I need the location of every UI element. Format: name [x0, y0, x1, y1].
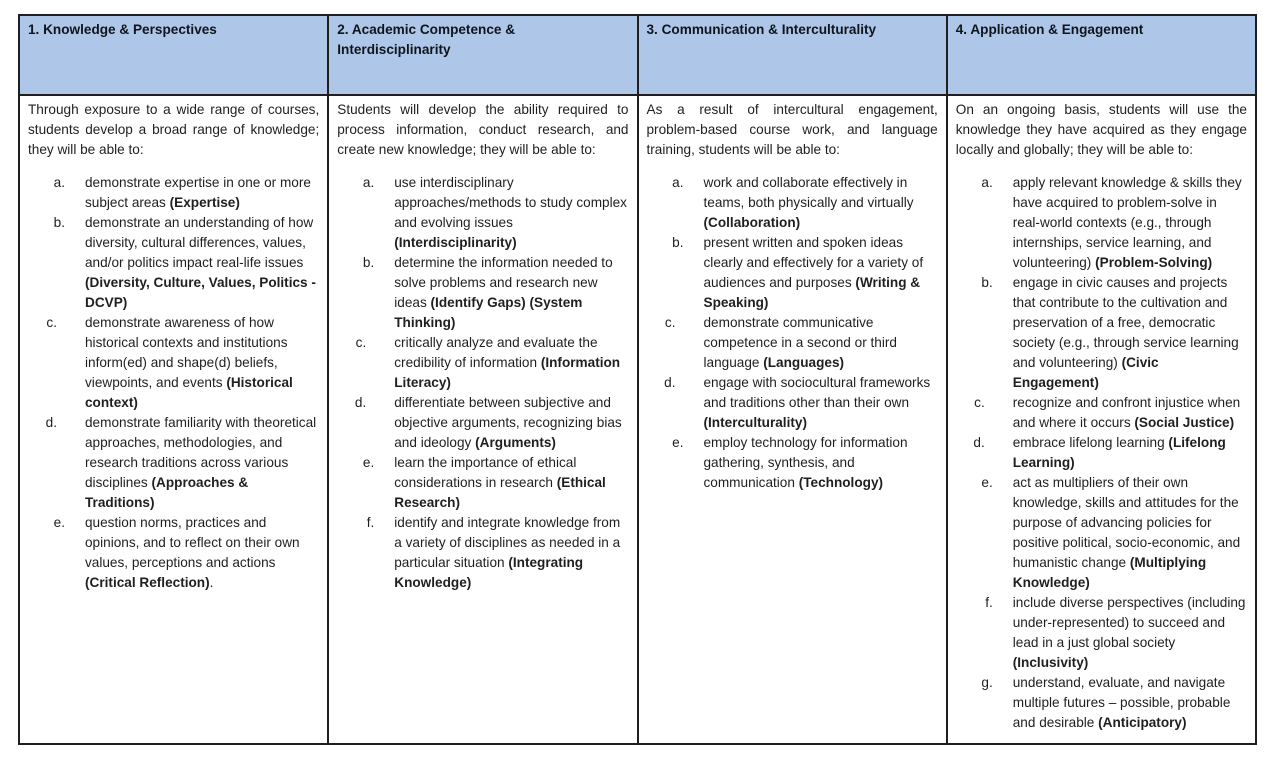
- outcome-term: (Multiplying Knowledge): [1012, 555, 1207, 590]
- outcome-term: (Identify Gaps) (System Thinking): [394, 295, 583, 330]
- outcome-text: [1013, 595, 1246, 670]
- column-intro: Students will develop the ability required to process information, conduct research, and create new knowledge; they will be able to:: [337, 102, 629, 157]
- item-letter: b.: [53, 215, 65, 230]
- column-header-knowledge-perspectives: 1. Knowledge & Perspectives: [19, 15, 328, 95]
- outcome-list: [647, 173, 938, 493]
- outcome-description: understand, evaluate, and navigate multiple futures – possible, probable and desirable: [1012, 675, 1231, 730]
- outcome-item: [647, 433, 938, 493]
- item-letter: d.: [354, 395, 367, 410]
- outcome-text: [704, 235, 924, 310]
- outcome-description: employ technology for information gathering, synthesis, and communication: [703, 435, 908, 490]
- column-header-communication-interculturality: 3. Communication & Interculturality: [638, 15, 947, 95]
- outcome-term: (Anticipatory): [1098, 715, 1187, 730]
- column-intro: As a result of intercultural engagement, problem-based course work, and language training, students will be able to:: [646, 102, 938, 157]
- outcome-text: [704, 375, 931, 430]
- outcome-list: [28, 173, 319, 593]
- outcome-text: [394, 255, 612, 330]
- outcome-item: [337, 173, 628, 253]
- outcome-text: [85, 515, 300, 590]
- column-cell-knowledge-perspectives: [19, 95, 328, 744]
- outcome-term: (Critical Reflection): [85, 575, 210, 590]
- outcome-item: [337, 393, 628, 453]
- outcome-text: [85, 415, 316, 510]
- column-intro: Through exposure to a wide range of courses, students develop a broad range of knowledge; they will be able to:: [28, 102, 320, 157]
- outcome-term: (Information Literacy): [394, 355, 621, 390]
- outcome-text: [704, 435, 908, 490]
- outcome-description: demonstrate communicative competence in a second or third language: [703, 315, 897, 370]
- outcome-description: work and collaborate effectively in teams, both physically and virtually: [703, 175, 914, 210]
- outcome-description: use interdisciplinary approaches/methods to study complex and evolving issues: [394, 175, 627, 230]
- table-body: [19, 95, 1256, 744]
- outcome-description: demonstrate awareness of how historical contexts and institutions inform(ed) and shape(d) beliefs, viewpoints, and events: [85, 315, 288, 390]
- outcome-text: [85, 175, 311, 210]
- outcome-description: present written and spoken ideas clearly and effectively for a variety of audiences and purposes: [703, 235, 924, 290]
- outcome-list: [956, 173, 1247, 733]
- outcome-text: [394, 335, 620, 390]
- item-letter: c.: [355, 335, 367, 350]
- item-letter: g.: [981, 675, 993, 690]
- column-header-academic-competence: 2. Academic Competence & Interdisciplinarity: [328, 15, 637, 95]
- item-letter: e.: [981, 475, 993, 490]
- outcome-term: (Approaches & Traditions): [85, 475, 249, 510]
- outcome-term: (Collaboration): [703, 215, 801, 230]
- column-header-application-engagement: 4. Application & Engagement: [947, 15, 1256, 95]
- outcome-item: [28, 413, 319, 513]
- outcome-term: (Lifelong Learning): [1012, 435, 1226, 470]
- item-letter: d.: [973, 435, 985, 450]
- item-letter: d.: [45, 415, 57, 430]
- item-letter: f.: [366, 515, 375, 530]
- outcome-description: learn the importance of ethical considerations in research: [394, 455, 577, 490]
- item-letter: a.: [981, 175, 993, 190]
- outcome-description: embrace lifelong learning: [1012, 435, 1169, 450]
- table-header-row: [19, 15, 1256, 95]
- outcome-item: [337, 253, 628, 333]
- item-letter: a.: [53, 175, 65, 190]
- outcome-description: identify and integrate knowledge from a variety of disciplines as needed in a particular situation: [394, 515, 621, 570]
- outcome-term: (Integrating Knowledge): [394, 555, 584, 590]
- item-letter: e.: [362, 455, 375, 470]
- outcome-text: [1013, 175, 1242, 270]
- item-letter: c.: [664, 315, 676, 330]
- outcome-description: recognize and confront injustice when and where it occurs: [1012, 395, 1241, 430]
- outcome-text: [704, 315, 897, 370]
- outcome-text: [394, 515, 620, 590]
- outcome-list: [337, 173, 628, 593]
- item-letter: c.: [46, 315, 57, 330]
- outcome-description: demonstrate familiarity with theoretical approaches, methodologies, and research traditions across various disciplines: [85, 415, 317, 490]
- outcome-item: [647, 173, 938, 233]
- outcome-term: (Languages): [763, 355, 845, 370]
- outcome-term: (Interculturality): [703, 415, 807, 430]
- outcome-item: [28, 513, 319, 593]
- column-cell-application-engagement: [947, 95, 1256, 744]
- outcome-item: [647, 373, 938, 433]
- outcome-term: (Civic Engagement): [1012, 355, 1159, 390]
- outcome-item: [956, 593, 1247, 673]
- outcome-description: determine the information needed to solve problems and research new ideas: [394, 255, 613, 310]
- outcome-item: [956, 473, 1247, 593]
- outcome-item: [28, 173, 319, 213]
- outcome-text: [85, 215, 316, 310]
- item-letter: b.: [362, 255, 375, 270]
- outcome-item: [28, 313, 319, 413]
- item-letter: a.: [362, 175, 375, 190]
- outcome-text: [85, 315, 293, 410]
- outcome-text: [1013, 675, 1231, 730]
- outcome-description: apply relevant knowledge & skills they have acquired to problem-solve in real-world contexts (e.g., through internships, service learning, and volunteering): [1012, 175, 1242, 270]
- outcome-item: [956, 273, 1247, 393]
- outcome-item: [956, 173, 1247, 273]
- outcome-item: [647, 233, 938, 313]
- outcome-text: [394, 455, 606, 510]
- item-letter: b.: [672, 235, 684, 250]
- outcome-term: (Historical context): [85, 375, 293, 410]
- outcome-text: [394, 395, 621, 450]
- column-cell-communication-interculturality: [638, 95, 947, 744]
- outcome-term: (Interdisciplinarity): [394, 235, 517, 250]
- outcome-description: act as multipliers of their own knowledge, skills and attitudes for the purpose of advancing policies for positive political, socio-economic, and humanistic change: [1012, 475, 1241, 570]
- outcome-term: (Inclusivity): [1012, 655, 1089, 670]
- outcome-description: demonstrate expertise in one or more subject areas: [85, 175, 311, 210]
- outcome-item: [337, 453, 628, 513]
- outcome-description: critically analyze and evaluate the credibility of information: [394, 335, 598, 370]
- outcome-term: (Arguments): [475, 435, 556, 450]
- outcome-text: [1013, 275, 1239, 390]
- outcome-item: [956, 393, 1247, 433]
- column-cell-academic-competence: [328, 95, 637, 744]
- item-letter: a.: [672, 175, 684, 190]
- outcome-description: demonstrate an understanding of how diversity, cultural differences, values, and/or politics impact real-life issues: [85, 215, 314, 270]
- outcome-text: [394, 175, 627, 250]
- outcome-tail: .: [209, 575, 214, 590]
- outcome-text: [1013, 435, 1226, 470]
- outcome-item: [28, 213, 319, 313]
- learning-outcomes-table: [18, 14, 1257, 745]
- outcome-text: [704, 175, 914, 230]
- outcome-term: (Problem-Solving): [1095, 255, 1213, 270]
- outcome-description: differentiate between subjective and objective arguments, recognizing bias and ideology: [394, 395, 622, 450]
- item-letter: c.: [974, 395, 985, 410]
- outcome-term: (Social Justice): [1134, 415, 1235, 430]
- item-letter: e.: [53, 515, 65, 530]
- outcome-description: engage in civic causes and projects that contribute to the cultivation and preservation of a free, democratic society (e.g., through service learning and volunteering): [1012, 275, 1239, 370]
- outcome-text: [1013, 395, 1240, 430]
- item-letter: e.: [672, 435, 684, 450]
- outcome-item: [337, 333, 628, 393]
- outcome-text: [1013, 475, 1240, 590]
- outcome-term: (Ethical Research): [394, 475, 606, 510]
- item-letter: f.: [985, 595, 993, 610]
- outcome-description: engage with sociocultural frameworks and traditions other than their own: [703, 375, 931, 410]
- outcome-description: question norms, practices and opinions, and to reflect on their own values, perceptions and actions: [85, 515, 300, 570]
- outcome-description: include diverse perspectives (including under-represented) to succeed and lead in a just global society: [1012, 595, 1246, 650]
- outcome-term: (Expertise): [169, 195, 240, 210]
- outcome-term: (Writing & Speaking): [703, 275, 921, 310]
- outcome-term: (Diversity, Culture, Values, Politics - DCVP): [85, 275, 316, 310]
- outcome-item: [337, 513, 628, 593]
- outcome-term: (Technology): [798, 475, 884, 490]
- outcome-item: [956, 433, 1247, 473]
- item-letter: d.: [664, 375, 676, 390]
- column-intro: On an ongoing basis, students will use the knowledge they have acquired as they engage locally and globally; they will be able to:: [955, 102, 1247, 157]
- outcome-item: [956, 673, 1247, 733]
- item-letter: b.: [981, 275, 993, 290]
- outcome-item: [647, 313, 938, 373]
